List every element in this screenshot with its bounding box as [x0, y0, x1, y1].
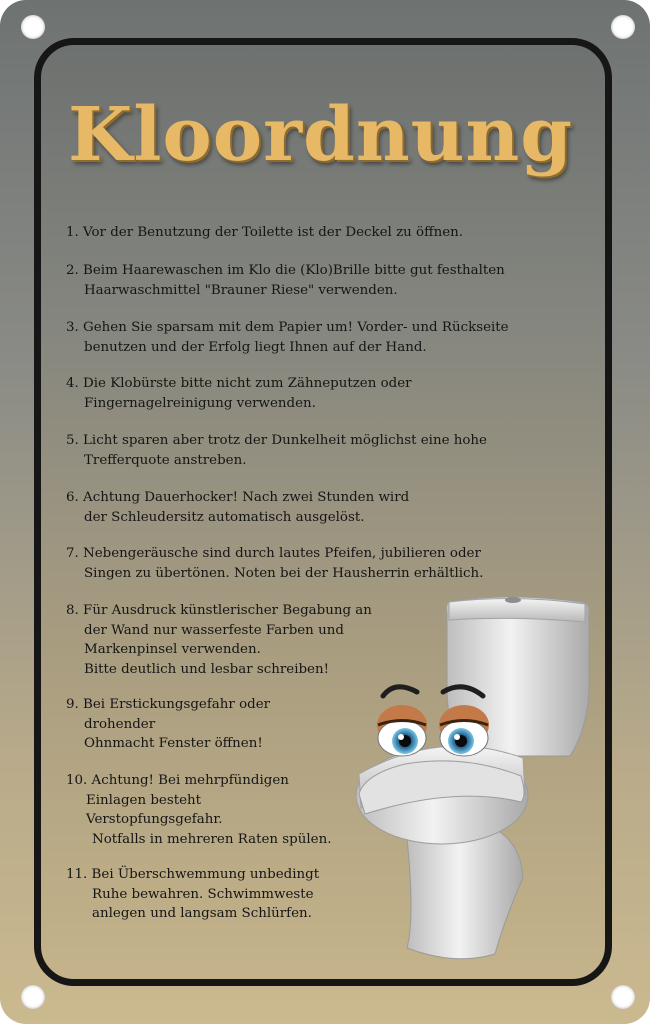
- rule-line: Einlagen besteht: [86, 792, 202, 808]
- rule-line: Fingernagelreinigung verwenden.: [84, 395, 316, 411]
- rule-item: [66, 601, 372, 679]
- rule-line: Singen zu übertönen. Noten bei der Hausherrin erhältlich.: [84, 565, 484, 581]
- sign-title: Kloordnung: [68, 92, 574, 178]
- rule-line: Ohnmacht Fenster öffnen!: [84, 736, 263, 751]
- mounting-hole-top-left: [21, 15, 45, 39]
- rule-line: 9. Bei Erstickungsgefahr oder: [66, 697, 271, 712]
- rule-item: [66, 223, 463, 243]
- rule-line: Verstopfungsgefahr.: [86, 812, 223, 827]
- rule-line: 1. Vor der Benutzung der Toilette ist der Deckel zu öffnen.: [66, 225, 464, 240]
- rule-line: drohender: [84, 716, 156, 732]
- mounting-hole-bottom-right: [611, 985, 635, 1009]
- rule-line: 3. Gehen Sie sparsam mit dem Papier um! Vorder- und Rückseite: [66, 320, 509, 335]
- rule-item: [66, 695, 270, 754]
- rule-item: [66, 544, 483, 583]
- rule-item: [66, 865, 319, 924]
- rule-item: [66, 771, 331, 849]
- rule-line: Bitte deutlich und lesbar schreiben!: [84, 661, 329, 677]
- rule-item: [66, 488, 409, 527]
- rule-line: Notfalls in mehreren Raten spülen.: [92, 831, 332, 847]
- cartoon-toilet-illustration: [345, 588, 595, 968]
- rule-line: 11. Bei Überschwemmung unbedingt: [66, 867, 320, 882]
- rule-line: der Wand nur wasserfeste Farben und: [84, 622, 344, 638]
- rule-line: 5. Licht sparen aber trotz der Dunkelheit möglichst eine hohe: [66, 433, 487, 448]
- rule-line: Markenpinsel verwenden.: [84, 642, 261, 657]
- rule-line: 7. Nebengeräusche sind durch lautes Pfeifen, jubilieren oder: [66, 546, 481, 561]
- rule-line: der Schleudersitz automatisch ausgelöst.: [84, 509, 365, 525]
- mounting-hole-top-right: [611, 15, 635, 39]
- mounting-hole-bottom-left: [21, 985, 45, 1009]
- rule-line: 4. Die Klobürste bitte nicht zum Zähneputzen oder: [66, 376, 412, 391]
- rule-line: Ruhe bewahren. Schwimmweste: [92, 886, 314, 902]
- rule-line: Haarwaschmittel "Brauner Riese" verwenden.: [84, 282, 398, 298]
- rule-line: 6. Achtung Dauerhocker! Nach zwei Stunden wird: [66, 490, 410, 505]
- rule-line: 2. Beim Haarewaschen im Klo die (Klo)Brille bitte gut festhalten: [66, 263, 505, 278]
- rule-line: anlegen und langsam Schlürfen.: [92, 906, 312, 921]
- rule-item: [66, 318, 509, 357]
- rule-line: 8. Für Ausdruck künstlerischer Begabung an: [66, 603, 372, 618]
- rule-line: 10. Achtung! Bei mehrpfündigen: [66, 773, 289, 788]
- rule-line: Trefferquote anstreben.: [84, 452, 247, 468]
- rule-line: benutzen und der Erfolg liegt Ihnen auf der Hand.: [84, 339, 427, 355]
- rule-item: [66, 374, 412, 413]
- rule-item: [66, 261, 505, 300]
- rule-item: [66, 431, 487, 470]
